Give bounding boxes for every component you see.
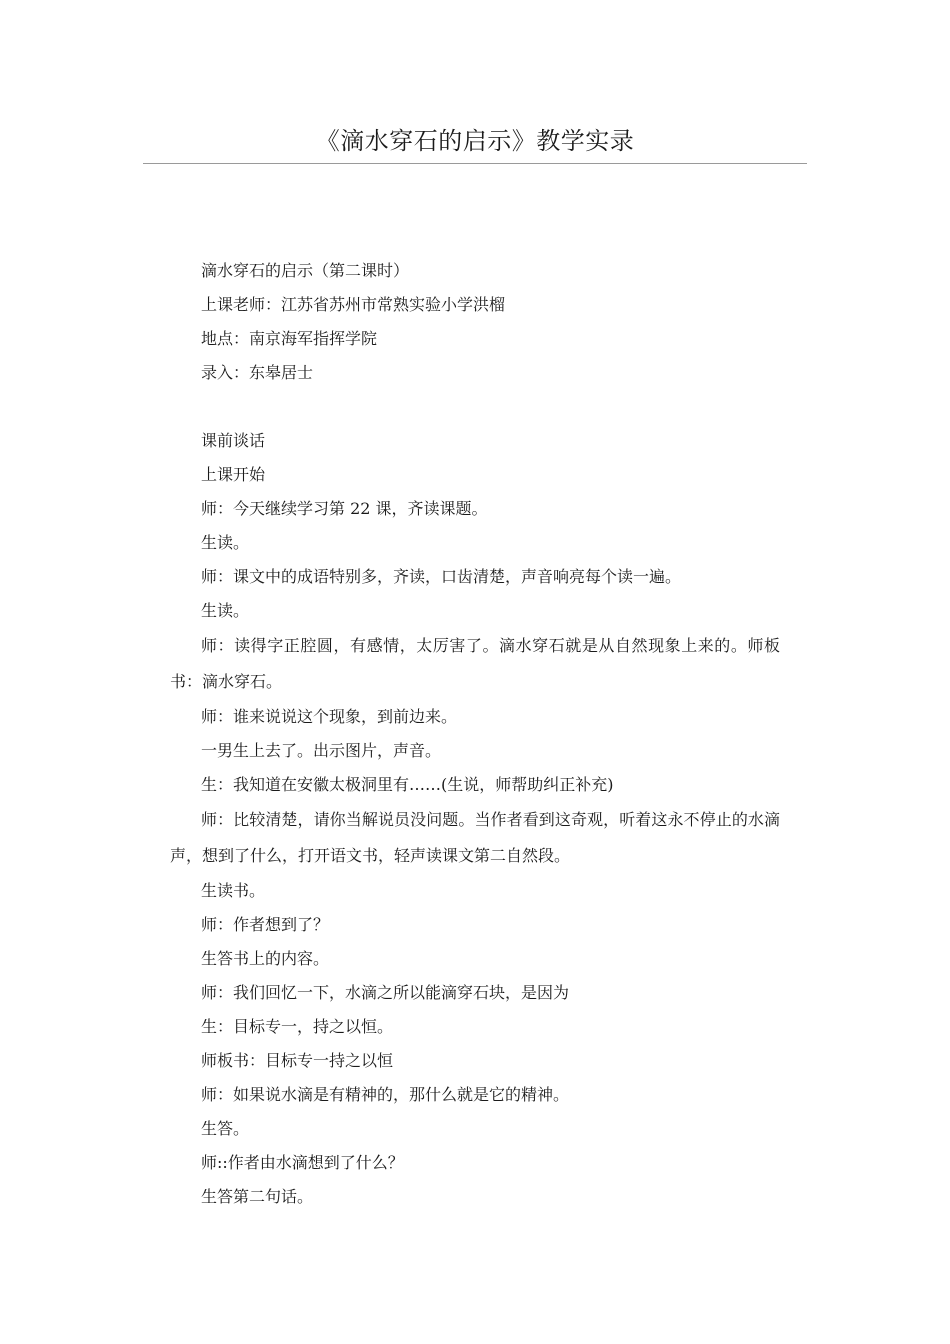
- page-title: 《滴水穿石的启示》教学实录: [315, 127, 635, 155]
- paragraph: 生答第二句话。: [201, 1187, 314, 1206]
- paragraph: 师：读得字正腔圆，有感情，太厉害了。滴水穿石就是从自然现象上来的。师板书：滴水穿石。: [170, 636, 780, 691]
- paragraph: 师板书：目标专一持之以恒: [201, 1051, 394, 1070]
- paragraph: 师：谁来说说这个现象，到前边来。: [201, 707, 458, 726]
- paragraph: 师：比较清楚，请你当解说员没问题。当作者看到这奇观，听着这永不停止的水滴声，想到了什么，打开语文书，轻声读课文第二自然段。: [170, 810, 780, 865]
- paragraph: 生答书上的内容。: [201, 949, 330, 968]
- transcriber-line: 录入：东皋居士: [201, 363, 314, 382]
- paragraph: 师：如果说水滴是有精神的，那什么就是它的精神。: [201, 1085, 570, 1104]
- paragraph: 生答。: [201, 1119, 250, 1138]
- location-line: 地点：南京海军指挥学院: [201, 329, 378, 348]
- paragraph: 生读。: [201, 601, 250, 620]
- paragraph: 师：课文中的成语特别多，齐读，口齿清楚，声音响亮每个读一遍。: [201, 567, 682, 586]
- paragraph: 生：目标专一，持之以恒。: [201, 1017, 394, 1036]
- document-body: [170, 254, 780, 1214]
- paragraph: 课前谈话: [201, 431, 266, 450]
- paragraph: 师::作者由水滴想到了什么？: [201, 1153, 404, 1172]
- paragraph: 师：作者想到了？: [201, 915, 330, 934]
- paragraph: 师：今天继续学习第 22 课，齐读课题。: [201, 499, 488, 518]
- paragraph: 一男生上去了。出示图片，声音。: [201, 741, 442, 760]
- title-divider: [143, 163, 807, 164]
- section-gap: [170, 390, 780, 424]
- paragraph: 师：我们回忆一下，水滴之所以能滴穿石块，是因为: [201, 983, 570, 1002]
- teacher-line: 上课老师：江苏省苏州市常熟实验小学洪榴: [201, 295, 506, 314]
- paragraph: 生：我知道在安徽太极洞里有……(生说，师帮助纠正补充): [201, 775, 614, 794]
- paragraph: 生读书。: [201, 881, 266, 900]
- lesson-title-line: 滴水穿石的启示（第二课时）: [201, 261, 410, 280]
- paragraph: 生读。: [201, 533, 250, 552]
- paragraph: 上课开始: [201, 465, 266, 484]
